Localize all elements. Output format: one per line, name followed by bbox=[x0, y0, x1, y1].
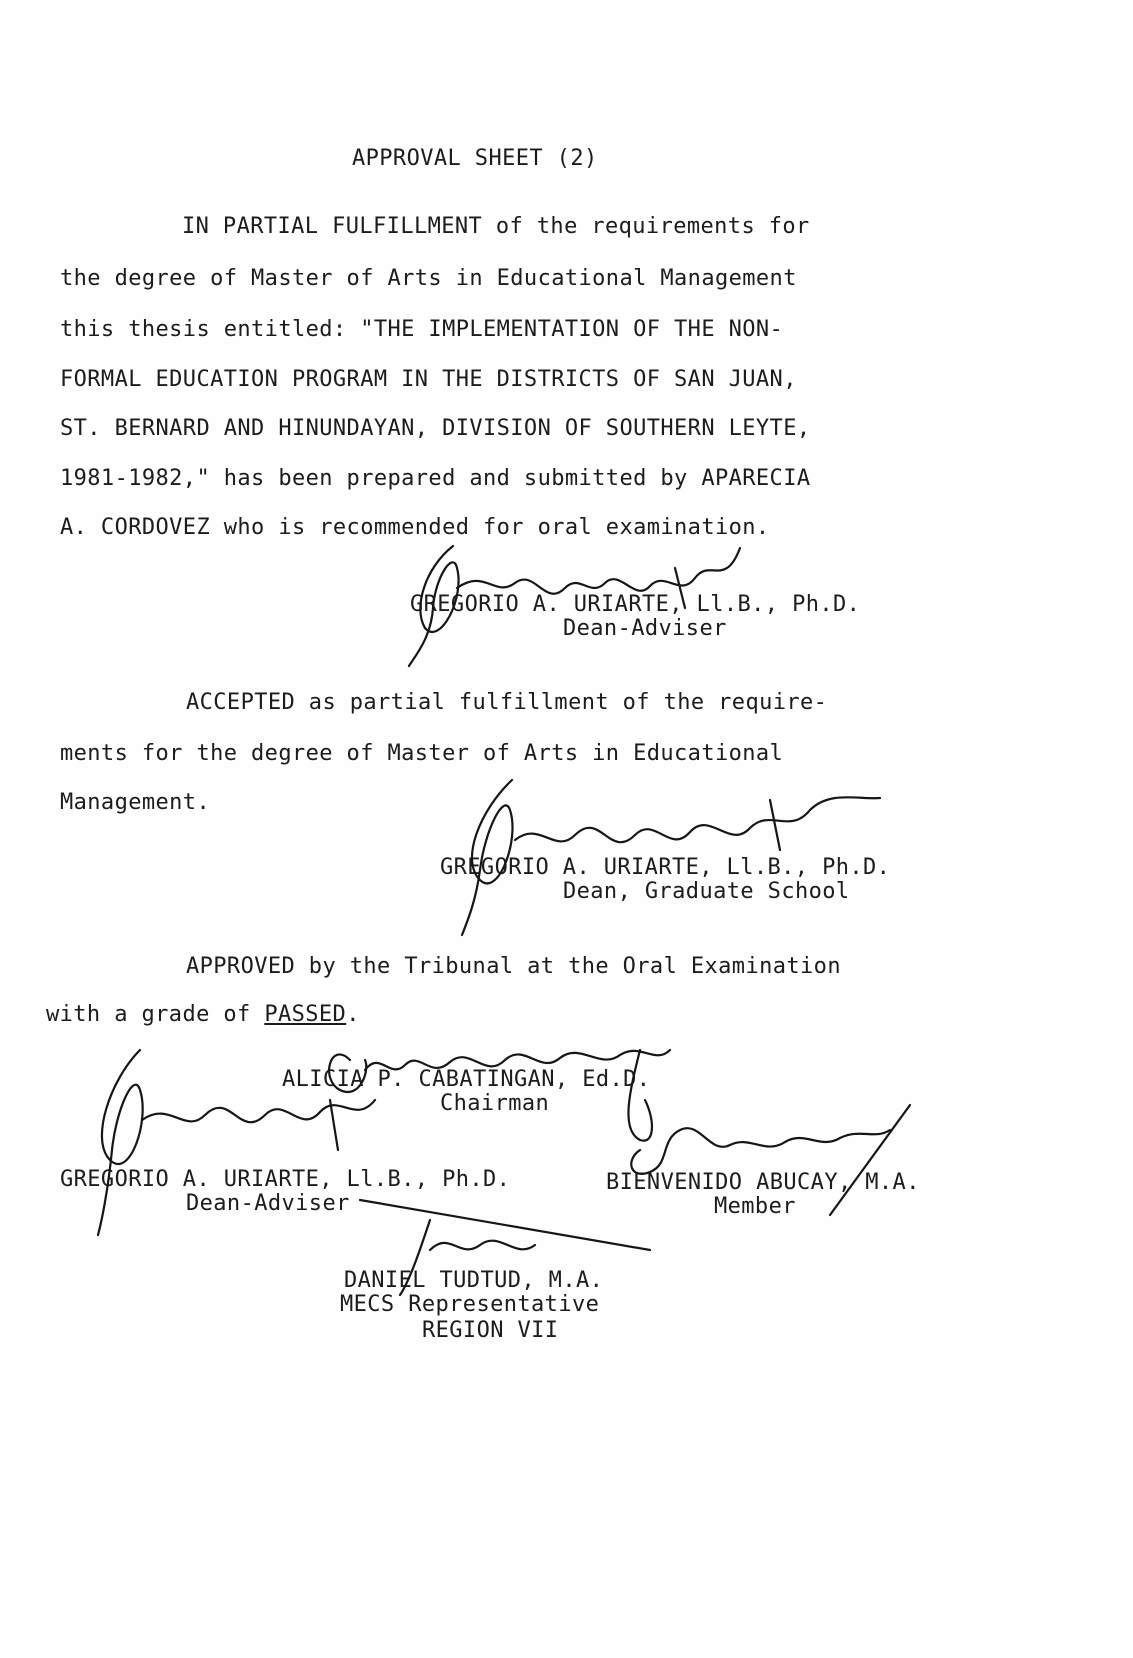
para1-line-2: the degree of Master of Arts in Educational Management bbox=[60, 266, 797, 291]
mecs-name: DANIEL TUDTUD, M.A. bbox=[344, 1268, 604, 1293]
sig1-role: Dean-Adviser bbox=[563, 616, 727, 641]
para1-line-5: ST. BERNARD AND HINUNDAYAN, DIVISION OF SOUTHERN LEYTE, bbox=[60, 416, 811, 441]
para3-line-1: APPROVED by the Tribunal at the Oral Examination bbox=[186, 954, 841, 979]
para3-line-2-prefix: with a grade of bbox=[46, 1002, 265, 1027]
sig2-role: Dean, Graduate School bbox=[563, 879, 850, 904]
chairman-name: ALICIA P. CABATINGAN, Ed.D. bbox=[282, 1067, 651, 1092]
member1-name: GREGORIO A. URIARTE, Ll.B., Ph.D. bbox=[60, 1167, 511, 1192]
para1-line-1: IN PARTIAL FULFILLMENT of the requirements for bbox=[182, 214, 810, 239]
para2-line-2: ments for the degree of Master of Arts in Educational bbox=[60, 741, 784, 766]
mecs-role: MECS Representative bbox=[340, 1292, 600, 1317]
member2-name: BIENVENIDO ABUCAY, M.A. bbox=[606, 1170, 920, 1195]
para3-line-2-suffix: . bbox=[346, 1002, 360, 1027]
para1-line-7: A. CORDOVEZ who is recommended for oral examination. bbox=[60, 515, 770, 540]
document-title: APPROVAL SHEET (2) bbox=[352, 146, 598, 171]
para1-line-4: FORMAL EDUCATION PROGRAM IN THE DISTRICTS OF SAN JUAN, bbox=[60, 367, 797, 392]
para1-line-6: 1981-1982," has been prepared and submitted by APARECIA bbox=[60, 466, 811, 491]
member1-role: Dean-Adviser bbox=[186, 1191, 350, 1216]
chairman-role: Chairman bbox=[440, 1091, 550, 1116]
sig2-name: GREGORIO A. URIARTE, Ll.B., Ph.D. bbox=[440, 855, 891, 880]
para3-line-2 bbox=[46, 1002, 360, 1028]
member2-role: Member bbox=[714, 1194, 796, 1219]
para2-line-3: Management. bbox=[60, 790, 211, 815]
mecs-region: REGION VII bbox=[422, 1318, 559, 1343]
sig1-name: GREGORIO A. URIARTE, Ll.B., Ph.D. bbox=[410, 592, 861, 617]
para2-line-1: ACCEPTED as partial fulfillment of the require- bbox=[186, 690, 828, 715]
grade-value: PASSED bbox=[264, 1002, 347, 1027]
para1-line-3: this thesis entitled: "THE IMPLEMENTATION OF THE NON- bbox=[60, 317, 784, 342]
